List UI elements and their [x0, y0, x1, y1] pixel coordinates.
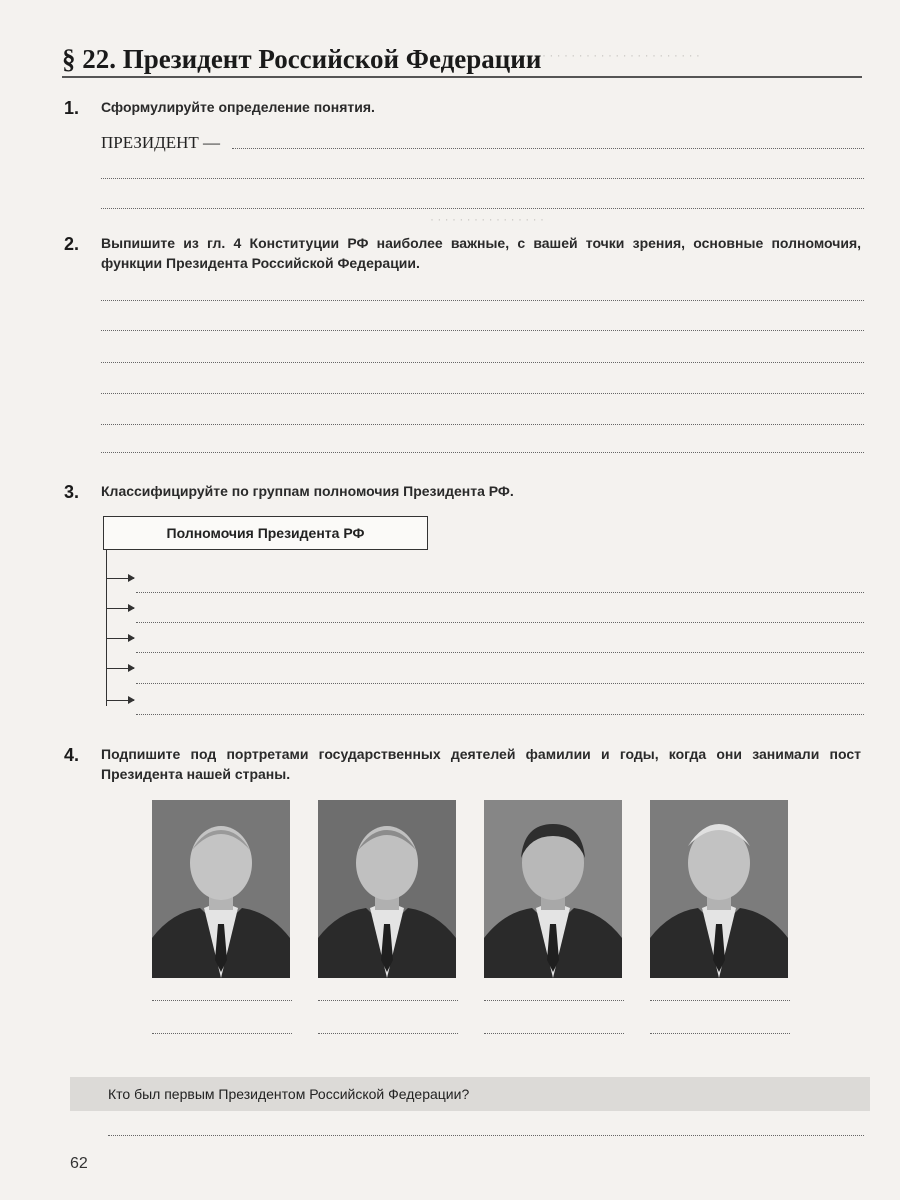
signature-line[interactable]: [650, 1000, 790, 1001]
question-band: [70, 1077, 870, 1111]
arrow-right-icon: [106, 668, 134, 669]
term-label: ПРЕЗИДЕНТ —: [101, 133, 221, 152]
scheme-connector-line: [106, 549, 107, 706]
portrait-photo-1: [152, 800, 290, 978]
task-3-number: 3.: [64, 482, 80, 502]
portrait-photo-icon: [484, 800, 622, 978]
arrow-right-icon: [106, 700, 134, 701]
task-1-text: Сформулируйте определение понятия.: [101, 99, 375, 115]
bleed-through-text: · · · · · · · · · · · · · · · · · · · · · · · · ·: [520, 48, 700, 62]
answer-line[interactable]: [101, 300, 864, 301]
answer-line[interactable]: [101, 208, 864, 209]
answer-line[interactable]: [101, 178, 864, 179]
answer-line[interactable]: [108, 1135, 864, 1136]
portrait-photo-icon: [650, 800, 788, 978]
arrow-right-icon: [106, 578, 134, 579]
task-2-number: 2.: [64, 234, 80, 254]
question-text: Кто был первым Президентом Российской Федерации?: [108, 1086, 470, 1102]
arrow-right-icon: [106, 638, 134, 639]
portrait-photo-icon: [318, 800, 456, 978]
portrait-photo-2: [318, 800, 456, 978]
portrait-photo-icon: [152, 800, 290, 978]
task-4-number: 4.: [64, 745, 80, 765]
scheme-answer-line[interactable]: [136, 622, 864, 623]
signature-line[interactable]: [152, 1000, 292, 1001]
scheme-title-box: Полномочия Президента РФ: [103, 516, 428, 550]
scheme-answer-line[interactable]: [136, 652, 864, 653]
signature-line[interactable]: [318, 1000, 458, 1001]
answer-line[interactable]: [101, 424, 864, 425]
arrow-right-icon: [106, 608, 134, 609]
page-title: § 22. Президент Российской Федерации: [62, 44, 542, 74]
portrait-photo-3: [484, 800, 622, 978]
scheme-answer-line[interactable]: [136, 714, 864, 715]
scheme-answer-line[interactable]: [136, 592, 864, 593]
title-rule: [62, 76, 862, 78]
answer-line[interactable]: [101, 393, 864, 394]
scheme-answer-line[interactable]: [136, 683, 864, 684]
task-4-text: Подпишите под портретами государственных деятелей фамилии и годы, когда они занимали пост Президента нашей страны.: [101, 746, 861, 782]
task-1-number: 1.: [64, 98, 80, 118]
signature-line[interactable]: [484, 1000, 624, 1001]
task-3-text: Классифицируйте по группам полномочия Президента РФ.: [101, 483, 514, 499]
answer-line[interactable]: [101, 330, 864, 331]
answer-line[interactable]: [101, 362, 864, 363]
task-2-text: Выпишите из гл. 4 Конституции РФ наиболее важные, с вашей точки зрения, основные полномочия, функции Президента Российской Федерации.: [101, 235, 861, 271]
signature-line[interactable]: [484, 1033, 624, 1034]
signature-line[interactable]: [152, 1033, 292, 1034]
portrait-photo-4: [650, 800, 788, 978]
answer-line[interactable]: [232, 148, 864, 149]
bleed-through-text: · · · · · · · · · · · · · · · ·: [430, 212, 544, 226]
signature-line[interactable]: [650, 1033, 790, 1034]
page-number: 62: [70, 1155, 88, 1172]
signature-line[interactable]: [318, 1033, 458, 1034]
answer-line[interactable]: [101, 452, 864, 453]
